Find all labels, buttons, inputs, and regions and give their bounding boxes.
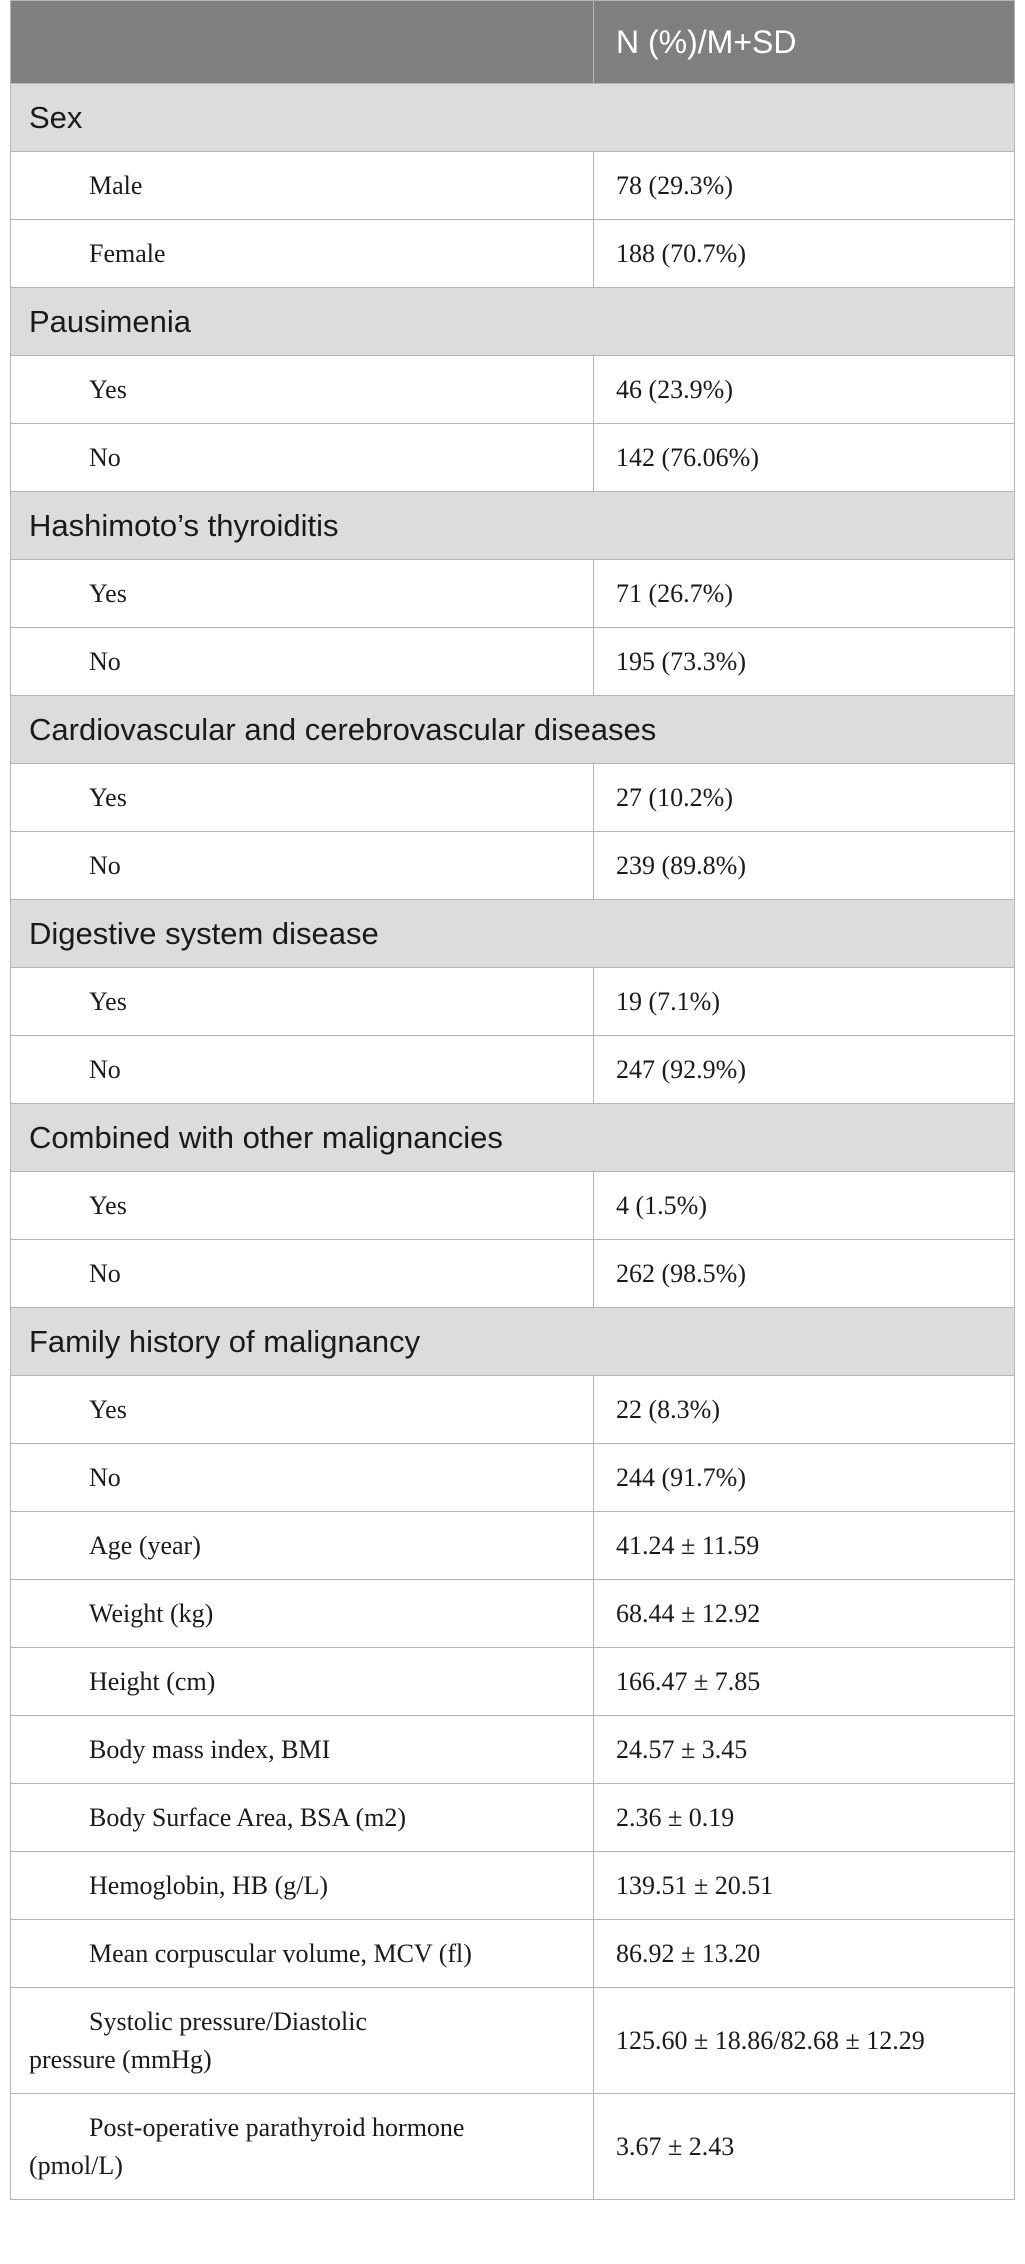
row-label: No bbox=[11, 1444, 594, 1512]
section-row-digestive bbox=[11, 900, 1015, 968]
section-row-pausimenia bbox=[11, 288, 1015, 356]
row-value: 262 (98.5%) bbox=[594, 1240, 1015, 1308]
row-label: Age (year) bbox=[11, 1512, 594, 1580]
table-row bbox=[11, 1376, 1015, 1444]
row-label-line2: (pmol/L) bbox=[29, 2150, 123, 2180]
section-title: Family history of malignancy bbox=[11, 1308, 1015, 1376]
table-row bbox=[11, 152, 1015, 220]
row-label: Height (cm) bbox=[11, 1648, 594, 1716]
row-label: Body Surface Area, BSA (m2) bbox=[11, 1784, 594, 1852]
section-row-hashimoto bbox=[11, 492, 1015, 560]
section-title: Hashimoto’s thyroiditis bbox=[11, 492, 1015, 560]
row-value: 195 (73.3%) bbox=[594, 628, 1015, 696]
row-value: 24.57 ± 3.45 bbox=[594, 1716, 1015, 1784]
row-label: Male bbox=[11, 152, 594, 220]
header-statistic: N (%)/M+SD bbox=[594, 1, 1015, 84]
table-row-age bbox=[11, 1512, 1015, 1580]
section-title: Pausimenia bbox=[11, 288, 1015, 356]
table-row bbox=[11, 968, 1015, 1036]
row-value: 86.92 ± 13.20 bbox=[594, 1920, 1015, 1988]
row-label: Body mass index, BMI bbox=[11, 1716, 594, 1784]
row-label: No bbox=[11, 628, 594, 696]
row-value: 3.67 ± 2.43 bbox=[594, 2094, 1015, 2200]
row-label: Yes bbox=[11, 356, 594, 424]
row-value: 46 (23.9%) bbox=[594, 356, 1015, 424]
row-label-line1: Systolic pressure/Diastolic bbox=[89, 2006, 368, 2036]
row-label: No bbox=[11, 424, 594, 492]
table-row bbox=[11, 1240, 1015, 1308]
row-label: No bbox=[11, 832, 594, 900]
row-label-line2: pressure (mmHg) bbox=[29, 2044, 212, 2074]
table-row bbox=[11, 1172, 1015, 1240]
table-row-hemoglobin bbox=[11, 1852, 1015, 1920]
row-label: No bbox=[11, 1036, 594, 1104]
table-header-row bbox=[11, 1, 1015, 84]
row-value: 166.47 ± 7.85 bbox=[594, 1648, 1015, 1716]
row-value: 139.51 ± 20.51 bbox=[594, 1852, 1015, 1920]
section-row-family-history bbox=[11, 1308, 1015, 1376]
row-value: 19 (7.1%) bbox=[594, 968, 1015, 1036]
header-variable bbox=[11, 1, 594, 84]
section-title: Sex bbox=[11, 84, 1015, 152]
row-value: 41.24 ± 11.59 bbox=[594, 1512, 1015, 1580]
row-label: Yes bbox=[11, 968, 594, 1036]
row-label: Yes bbox=[11, 1172, 594, 1240]
demographics-table bbox=[10, 0, 1015, 2200]
table-row bbox=[11, 560, 1015, 628]
table-row-blood-pressure bbox=[11, 1988, 1015, 2094]
section-title: Combined with other malignancies bbox=[11, 1104, 1015, 1172]
row-value: 244 (91.7%) bbox=[594, 1444, 1015, 1512]
row-value: 78 (29.3%) bbox=[594, 152, 1015, 220]
table-row-mcv bbox=[11, 1920, 1015, 1988]
row-label-line1: Post-operative parathyroid hormone bbox=[89, 2112, 465, 2142]
row-value: 125.60 ± 18.86/82.68 ± 12.29 bbox=[594, 1988, 1015, 2094]
row-label: Yes bbox=[11, 1376, 594, 1444]
row-value: 247 (92.9%) bbox=[594, 1036, 1015, 1104]
row-label: Yes bbox=[11, 764, 594, 832]
row-value: 142 (76.06%) bbox=[594, 424, 1015, 492]
table-row-bmi bbox=[11, 1716, 1015, 1784]
section-title: Cardiovascular and cerebrovascular diseases bbox=[11, 696, 1015, 764]
table-row bbox=[11, 628, 1015, 696]
row-value: 27 (10.2%) bbox=[594, 764, 1015, 832]
demographics-table-container bbox=[10, 0, 1014, 2200]
row-value: 2.36 ± 0.19 bbox=[594, 1784, 1015, 1852]
table-row bbox=[11, 1444, 1015, 1512]
row-value: 68.44 ± 12.92 bbox=[594, 1580, 1015, 1648]
row-value: 188 (70.7%) bbox=[594, 220, 1015, 288]
table-row bbox=[11, 1036, 1015, 1104]
row-label: Weight (kg) bbox=[11, 1580, 594, 1648]
row-value: 22 (8.3%) bbox=[594, 1376, 1015, 1444]
row-value: 4 (1.5%) bbox=[594, 1172, 1015, 1240]
row-value: 71 (26.7%) bbox=[594, 560, 1015, 628]
row-label: No bbox=[11, 1240, 594, 1308]
section-row-other-malignancies bbox=[11, 1104, 1015, 1172]
row-label: Yes bbox=[11, 560, 594, 628]
row-label bbox=[11, 1988, 594, 2094]
row-label bbox=[11, 2094, 594, 2200]
table-row-weight bbox=[11, 1580, 1015, 1648]
table-row bbox=[11, 356, 1015, 424]
table-row bbox=[11, 424, 1015, 492]
section-row-sex bbox=[11, 84, 1015, 152]
table-row-parathyroid-hormone bbox=[11, 2094, 1015, 2200]
section-row-cardiovascular bbox=[11, 696, 1015, 764]
table-row-bsa bbox=[11, 1784, 1015, 1852]
section-title: Digestive system disease bbox=[11, 900, 1015, 968]
row-label: Female bbox=[11, 220, 594, 288]
table-row-height bbox=[11, 1648, 1015, 1716]
row-label: Mean corpuscular volume, MCV (fl) bbox=[11, 1920, 594, 1988]
table-row bbox=[11, 220, 1015, 288]
row-value: 239 (89.8%) bbox=[594, 832, 1015, 900]
row-label: Hemoglobin, HB (g/L) bbox=[11, 1852, 594, 1920]
table-row bbox=[11, 832, 1015, 900]
table-row bbox=[11, 764, 1015, 832]
